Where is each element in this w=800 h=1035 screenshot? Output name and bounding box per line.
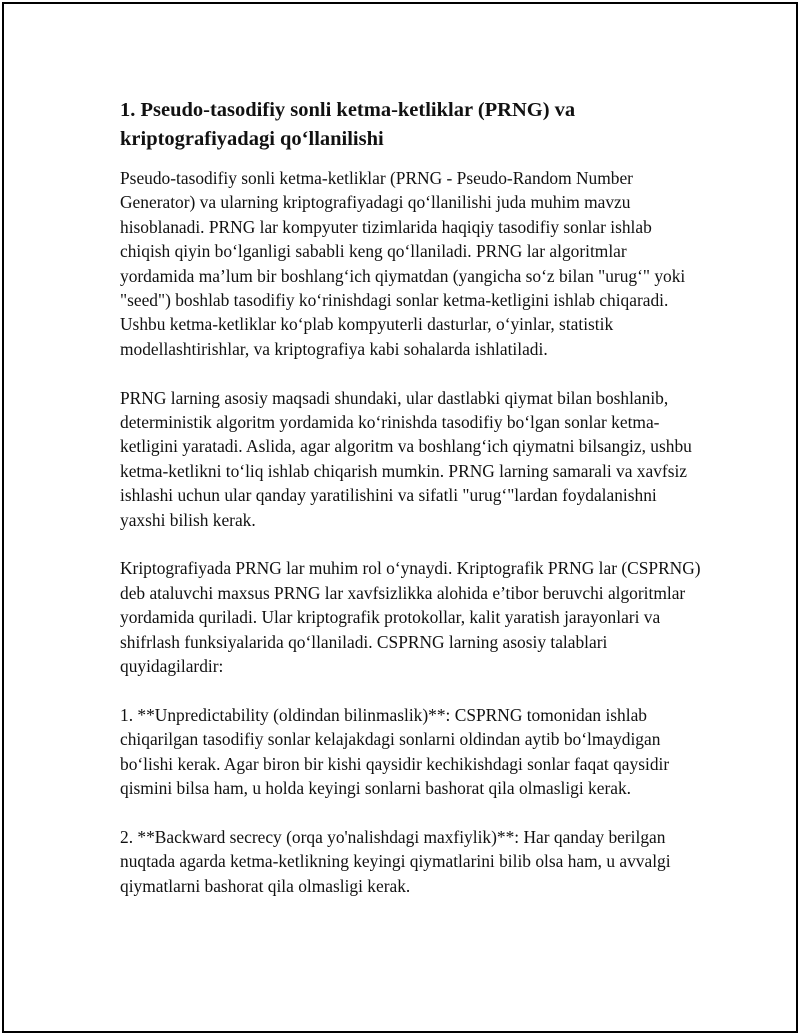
- document-body: [120, 96, 705, 923]
- paragraph-prng-purpose: PRNG larning asosiy maqsadi shundaki, ular dastlabki qiymat bilan boshlanib, deterministik algoritm yordamida ko‘rinishda tasodifiy bo‘lgan sonlar ketma-ketligini yaratadi. Aslida, agar algoritm va boshlang‘ich qiymatni bilsangiz, ushbu ketma-ketlikni to‘liq ishlab chiqarish mumkin. PRNG larning samarali va xavfsiz ishlashi uchun ular qanday yaratilishini va sifatli "urug‘"lardan foydalanishni yaxshi bilish kerak.: [120, 387, 692, 530]
- paragraph-backward-secrecy: 2. **Backward secrecy (orqa yo'nalishdagi maxfiylik)**: Har qanday berilgan nuqtada agarda ketma-ketlikning keyingi qiymatlarini bilib olsa ham, u avvalgi qiymatlarni bashorat qila olmasligi kerak.: [120, 826, 671, 896]
- document-page: [2, 2, 798, 1033]
- document-title: 1. Pseudo-tasodifiy sonli ketma-ketliklar (PRNG) va kriptografiyadagi qo‘llanilishi: [120, 99, 576, 150]
- paragraph-unpredictability: 1. **Unpredictability (oldindan bilinmaslik)**: CSPRNG tomonidan ishlab chiqarilgan tasodifiy sonlar kelajakdagi sonlarni oldindan aytib bo‘lmaydigan bo‘lishi kerak. Agar biron bir kishi qaysidir kechikishdagi sonlar faqat qaysidir qismini bilsa ham, u holda keyingi sonlarni bashorat qila olmasligi kerak.: [120, 704, 670, 799]
- paragraph-csprng: Kriptografiyada PRNG lar muhim rol o‘ynaydi. Kriptografik PRNG lar (CSPRNG) deb ataluvchi maxsus PRNG lar xavfsizlikka alohida e’tibor beruvchi algoritmlar yordamida quriladi. Ular kriptografik protokollar, kalit yaratish jarayonlari va shifrlash funksiyalarida qo‘llaniladi. CSPRNG larning asosiy talablari quyidagilardir:: [120, 558, 701, 677]
- paragraph-intro: Pseudo-tasodifiy sonli ketma-ketliklar (PRNG - Pseudo-Random Number Generator) va ularning kriptografiyadagi qo‘llanilishi juda muhim mavzu hisoblanadi. PRNG lar kompyuter tizimlarida haqiqiy tasodifiy sonlar ishlab chiqish qiyin bo‘lganligi sababli keng qo‘llaniladi. PRNG lar algoritmlar yordamida ma’lum bir boshlang‘ich qiymatdan (yangicha so‘z bilan "urug‘" yoki "seed") boshlab tasodifiy ko‘rinishdagi sonlar ketma-ketligini ishlab chiqaradi. Ushbu ketma-ketliklar ko‘plab kompyuterli dasturlar, o‘yinlar, statistik modellashtirishlar, va kriptografiya kabi sohalarda ishlatiladi.: [120, 168, 686, 359]
